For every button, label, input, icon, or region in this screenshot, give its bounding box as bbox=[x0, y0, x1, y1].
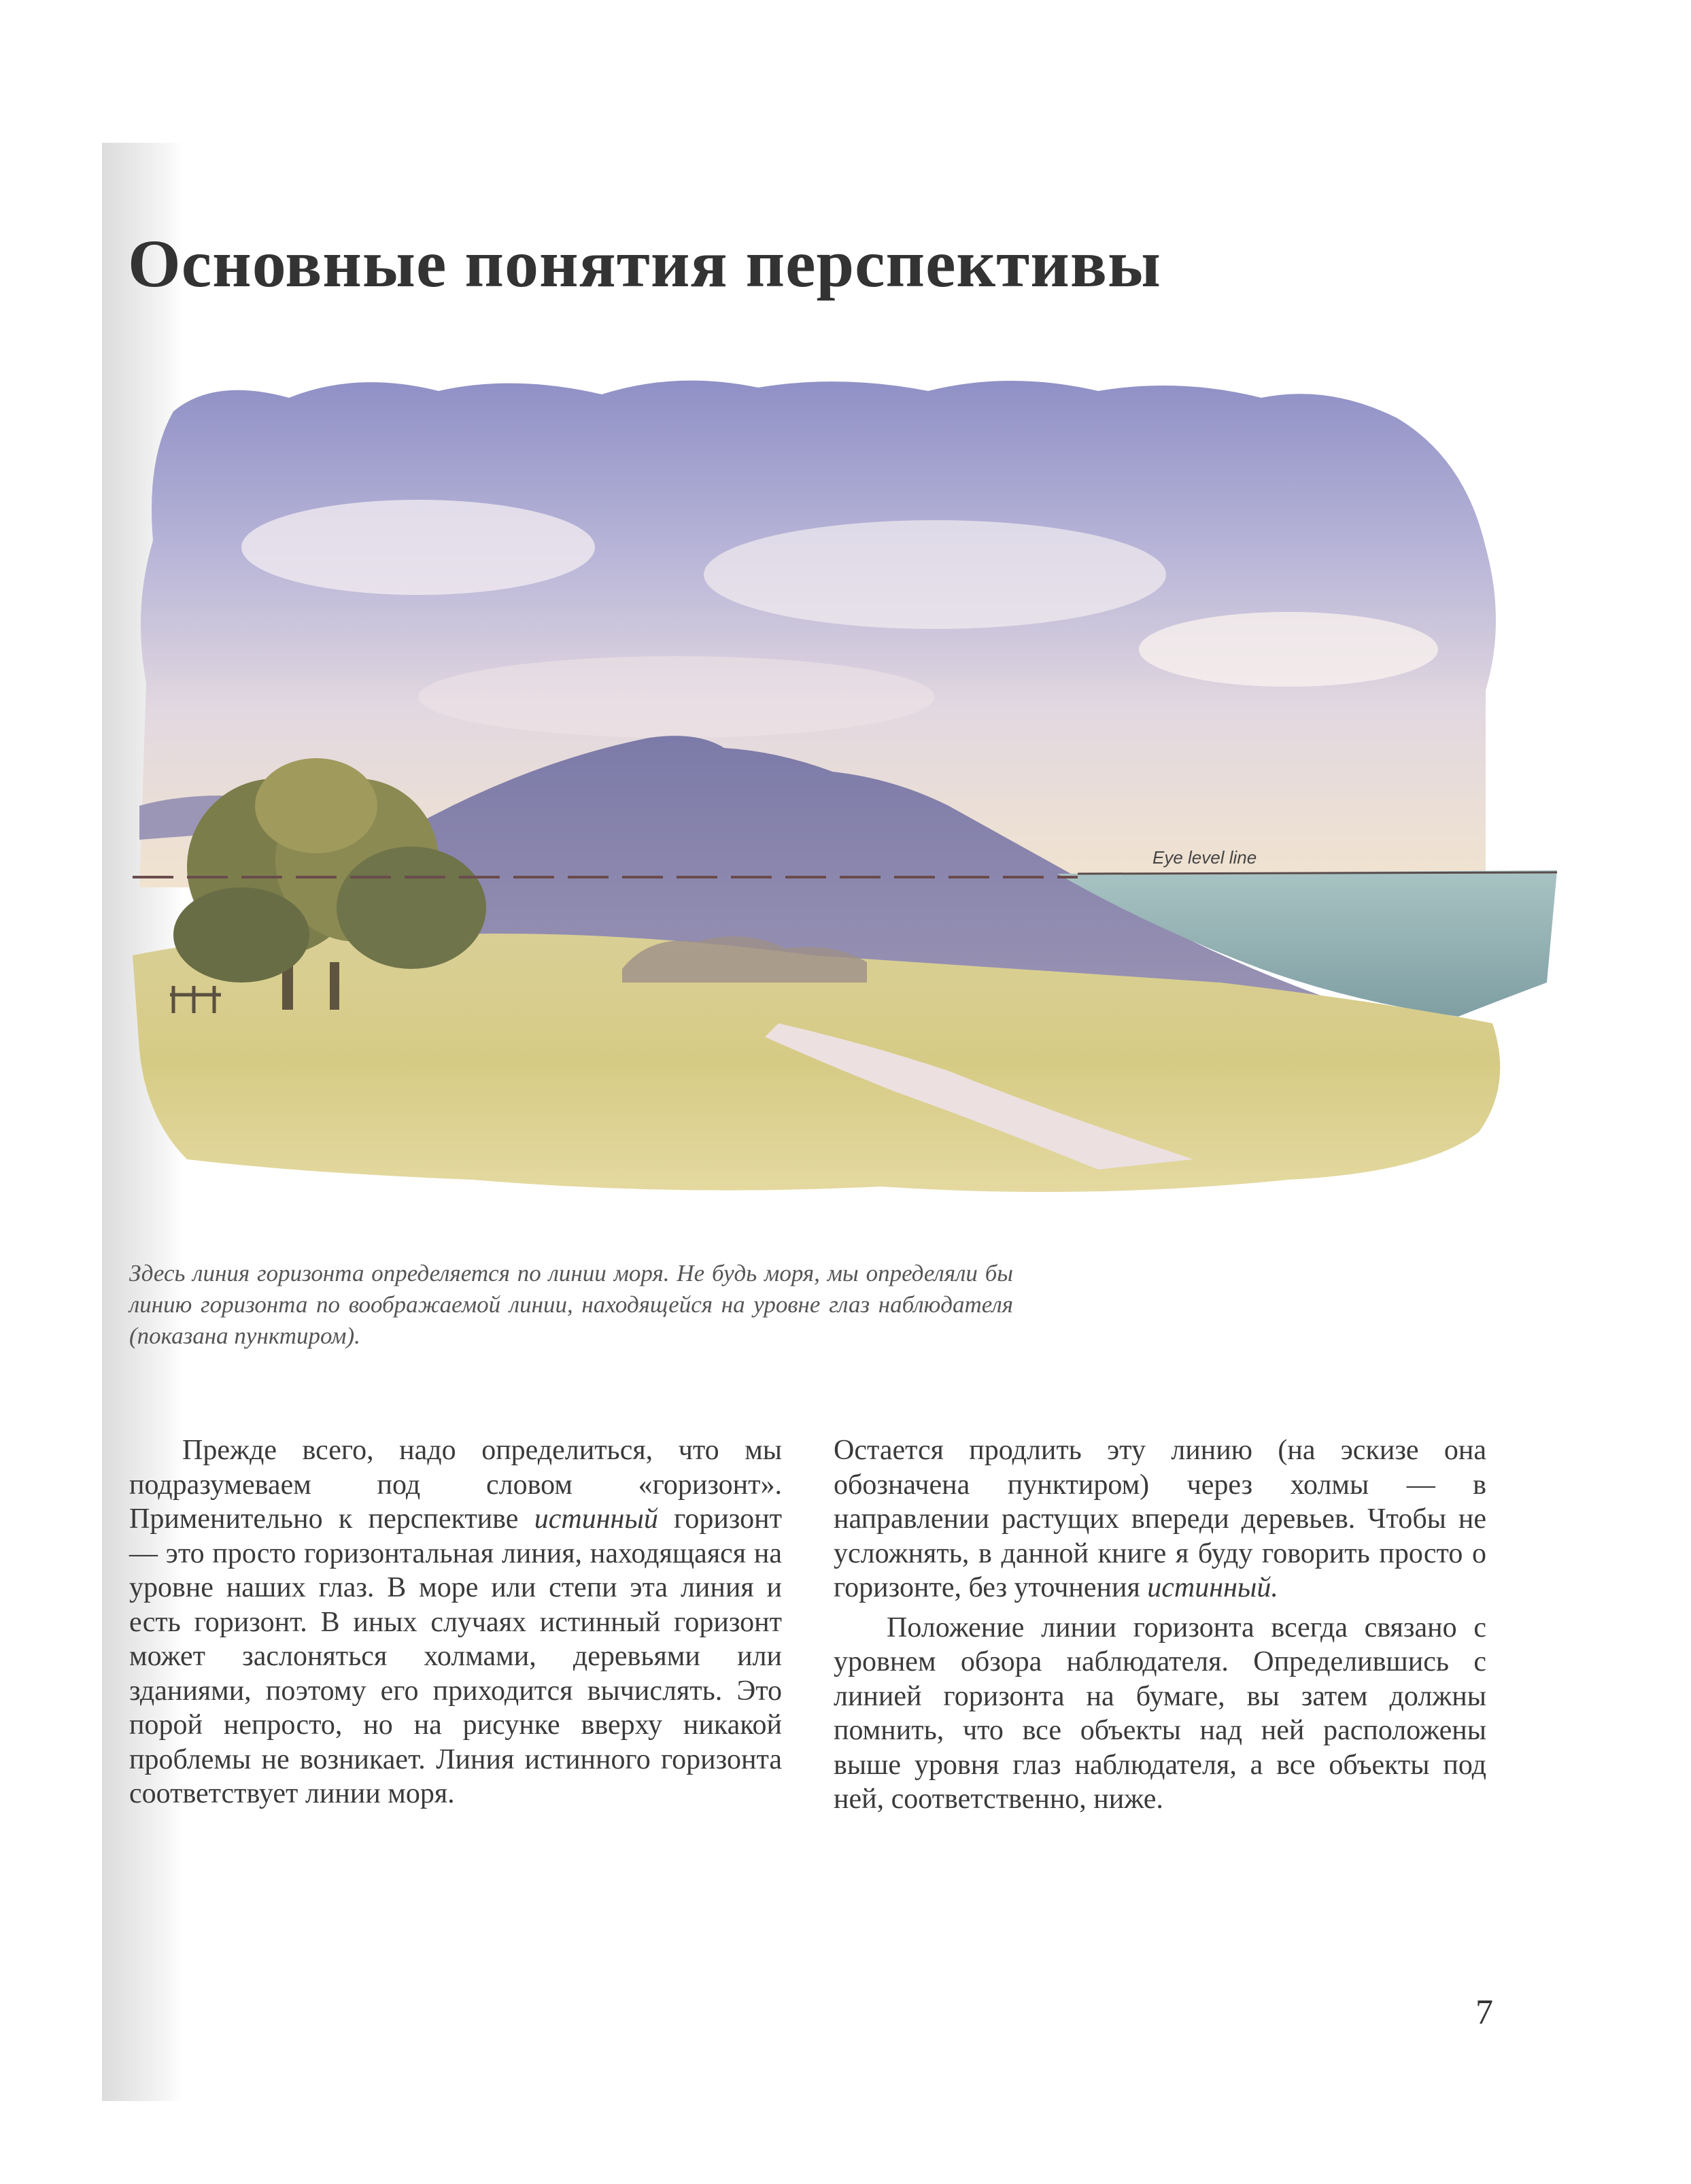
text-column-right bbox=[834, 1433, 1486, 1817]
paragraph: Положение линии горизонта всегда связано с уровнем обзора наблюдателя. Определившись с линией горизонта на бумаге, вы затем должны помнить, что все объекты над ней расположены выше уровня глаз наблюдателя, а все объекты под ней, соответственно, ниже. bbox=[834, 1611, 1486, 1815]
cloud bbox=[1139, 612, 1438, 687]
horizon-line bbox=[1078, 872, 1557, 874]
cloud bbox=[418, 656, 935, 738]
cloud bbox=[241, 500, 595, 595]
cloud bbox=[704, 520, 1166, 629]
watercolor-illustration bbox=[133, 371, 1560, 1207]
illustration-caption: Здесь линия горизонта определяется по линии моря. Не будь моря, мы определяли бы линию горизонта по воображаемой линии, находящейся на уровне глаз наблюдателя (показана пунктиром). bbox=[129, 1260, 1013, 1349]
text-column-left bbox=[129, 1433, 782, 1811]
eye-level-label: Eye level line bbox=[1152, 847, 1257, 868]
paragraph: Прежде всего, надо определиться, что мы подразумеваем под словом «горизонт». Применительно к перспективе истинный горизонт — это просто горизонтальная линия, находящаяся на уровне наших глаз. В море или степи эта линия и есть горизонт. В иных случаях истинный горизонт может заслоняться холмами, деревьями или зданиями, поэтому его приходится вычислять. Это порой непросто, но на рисунке вверху никакой проблемы не возникает. Линия истинного горизонта соответствует линии моря. bbox=[129, 1435, 782, 1809]
paragraph: Остается продлить эту линию (на эскизе она обозначена пунктиром) через холмы — в направлении растущих впереди деревьев. Чтобы не усложнять, в данной книге я буду говорить просто о горизонте, без уточнения истинный. bbox=[834, 1435, 1486, 1603]
page-number: 7 bbox=[1475, 1993, 1493, 2032]
page-title: Основные понятия перспективы bbox=[128, 226, 1161, 301]
